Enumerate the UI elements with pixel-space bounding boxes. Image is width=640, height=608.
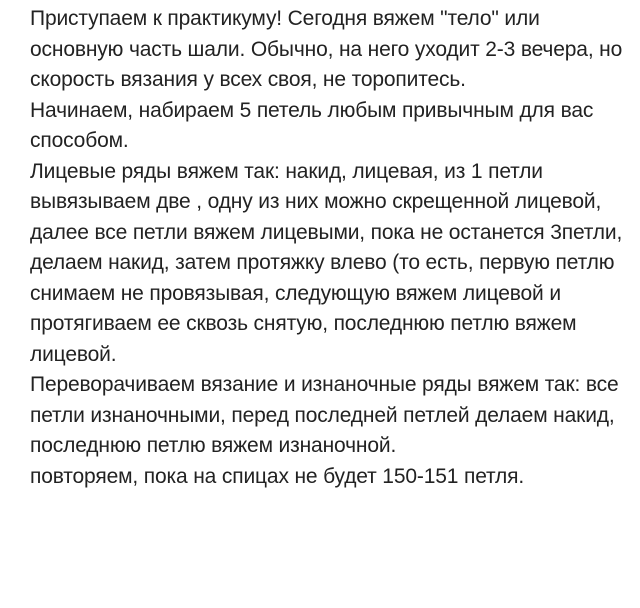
message-paragraph-right-side-rows: Лицевые ряды вяжем так: накид, лицевая, из 1 петли вывязываем две , одну из них можно скрещенной лицевой, далее все петли вяжем лицевыми, пока не останется 3петли, делаем накид, затем протяжку влево (то есть, первую петлю снимаем не провязывая, следующую вяжем лицевой и протягиваем ее сквозь снятую, последнюю петлю вяжем лицевой. [30,159,623,366]
message-paragraph-repeat: повторяем, пока на спицах не будет 150-151 петля. [30,464,525,488]
message-paragraph-intro: Приступаем к практикуму! Сегодня вяжем "тело" или основную часть шали. Обычно, на него уходит 2-3 вечера, но скорость вязания у всех своя, не торопитесь. [30,7,623,91]
message-paragraph-wrong-side-rows: Переворачиваем вязание и изнаночные ряды вяжем так: все петли изнаночными, перед последней петлей делаем накид, последнюю петлю вяжем изнаночной. [30,373,619,457]
message-paragraph-cast-on: Начинаем, набираем 5 петель любым привычным для вас способом. [30,98,594,152]
